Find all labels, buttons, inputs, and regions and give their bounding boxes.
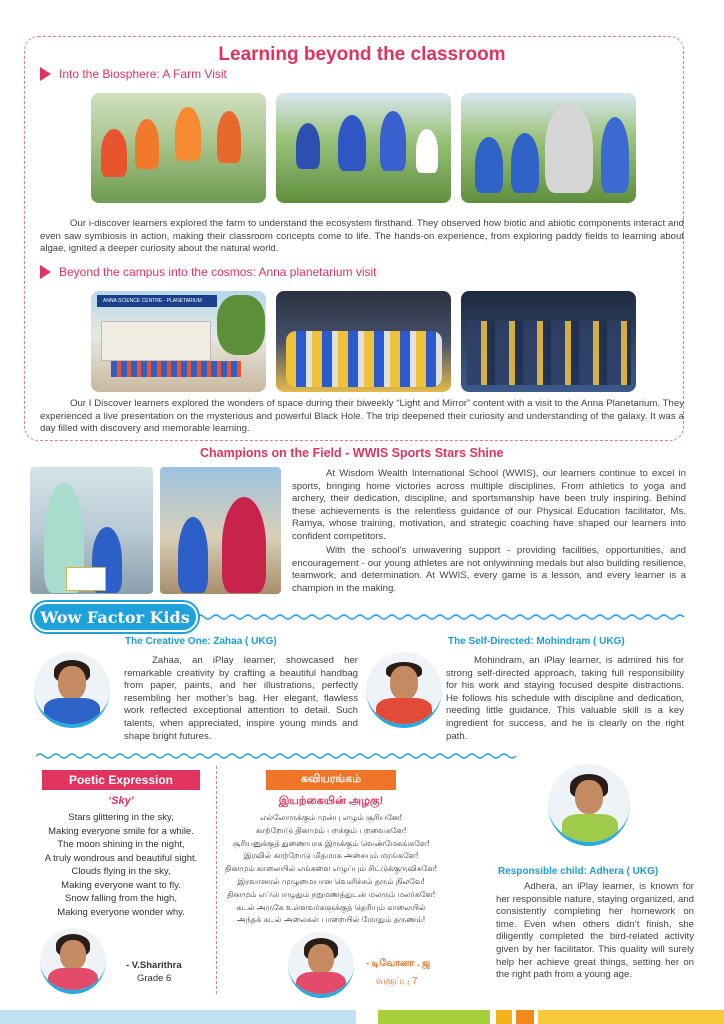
champions-para-2: With the school’s unwavering support - providing facilities, opportunities, and encouragement - our young athletes are not onlywinning medals but also building resilience, teamwork, and determination. At WWIS, every game is a lesson, and every learner is a champion in the making. bbox=[292, 545, 686, 594]
wavy-divider bbox=[196, 613, 690, 621]
tamil-poem-grade: வகுப்பு 7 bbox=[376, 976, 418, 987]
poem-line: Stars glittering in the sky, bbox=[68, 812, 174, 823]
learning-title: Learning beyond the classroom bbox=[218, 44, 506, 65]
farm-heading bbox=[40, 67, 227, 81]
poem-line: Making everyone want to fly. bbox=[61, 879, 181, 891]
poem-line: Making everyone smile for a while. bbox=[48, 825, 194, 837]
tamil-poem-line: இரவானால் முழுமையான வெளிச்சம் தரும் நிலவே! bbox=[237, 876, 425, 886]
sports-photo-2 bbox=[160, 467, 281, 594]
poem-author: - V.Sharithra bbox=[126, 960, 182, 971]
planetarium-photo-2 bbox=[276, 291, 451, 392]
farm-photo-1 bbox=[91, 93, 266, 203]
responsible-kid-text: Adhera, an iPlay learner, is known for her responsible nature, staying organized, and consistently completing her homework on time. Even when others didn’t finish, she diligently completed the bird-related activity given by her facilitator. This quality will surely help her achieve great things, setting her on the right path from a young age. bbox=[496, 881, 694, 981]
adhera-avatar bbox=[548, 764, 630, 846]
farm-photo-2 bbox=[276, 93, 451, 203]
tamil-poem-badge: கவியரங்கம் bbox=[266, 770, 396, 790]
footer-bar-yellow-2 bbox=[538, 1010, 724, 1024]
tamil-poem-line: இரவில் காற்றோடு மிதமாக அசையும் மரங்களே! bbox=[243, 851, 419, 861]
self-directed-kid-text: Mohindram, an iPlay learner, is admired his for strong self-directed approach, taking full responsibility for his work and staying focused despite distractions. He follows his schedule with discipline and dedication, needing little guidance. This valuable skill is a key ingredient for success, and he is clearly on the right path. bbox=[446, 655, 684, 742]
poem-line: Snow falling from the high, bbox=[65, 893, 177, 904]
footer-bar-green bbox=[378, 1010, 490, 1024]
tamil-poem-line: அந்தக் கடல் அலைகள் பாறையில் மோதும் தருணம்! bbox=[236, 915, 426, 925]
poem-line: Clouds flying in the sky, bbox=[71, 866, 171, 877]
tamil-poem-line: தினமும் எப்பொழுதும் நறுமணத்துடன் மலரும் மலர்களே! bbox=[226, 889, 436, 899]
tamil-poem-line: கடல் அருகே உள்ளவர்களுக்குத் தெரியும் காலையில் bbox=[236, 902, 426, 912]
creative-kid-name: The Creative One: Zahaa ( UKG) bbox=[125, 636, 277, 647]
farm-text: Our i-discover learners explored the farm to understand the ecosystem firsthand. They observed how biotic and abiotic components interact and even saw symbiosis in action, making their classroom concepts come to life. The hands-on experience, from exploring paddy fields to learning about algae, ignited a deeper curiosity about the natural world. bbox=[40, 218, 684, 255]
tamil-poem-lines bbox=[222, 812, 440, 927]
self-directed-kid-name: The Self-Directed: Mohindram ( UKG) bbox=[448, 636, 625, 647]
planetarium-photo-3 bbox=[461, 291, 636, 392]
wavy-divider-2 bbox=[36, 752, 524, 760]
vertical-divider bbox=[216, 766, 217, 994]
footer-bar-blue bbox=[0, 1010, 356, 1024]
responsible-kid-name: Responsible child: Adhera ( UKG) bbox=[498, 866, 659, 877]
champions-para-1: At Wisdom Wealth International School (WWIS), our learners continue to excel in sports, bringing home victories across multiple disciplines. From athletics to yoga and archery, their dedication, discipline, and sportsmanship have been truly inspiring. Behind these achievements is the relentless guidance of our Physical Education facilitator, Ms. Ramya, whose training, motivation, and strategic coaching have shaped our learners into confident competitors. bbox=[292, 468, 686, 542]
farm-photo-3 bbox=[461, 93, 636, 203]
tamil-poem-line: சூரியனுக்குத் துணையாக இருக்கும் வெண்மேகங்களே! bbox=[232, 838, 430, 848]
planet-text: Our I Discover learners explored the wonders of space during their biweekly “Light and Mirror” content with a visit to the Anna Planetarium. They experienced a live presentation on the mysterious and powerful Black Hole. The trip deepened their curiosity and understanding of the galaxy. It was a day filled with discovery and memorable learning. bbox=[40, 398, 684, 435]
tamil-poem-line: காற்றோடு தினமும் பறக்கும் பறவைகளே! bbox=[255, 825, 407, 835]
tamil-poem-line: எல்லோருக்கும் முன்பு எழும் சூரியனே! bbox=[260, 813, 402, 822]
planetarium-photo-1 bbox=[91, 291, 266, 392]
footer-bar-orange bbox=[516, 1010, 534, 1024]
footer-bar-yellow-1 bbox=[496, 1010, 512, 1024]
poem-grade: Grade 6 bbox=[137, 973, 172, 984]
planet-heading bbox=[40, 265, 377, 279]
mohindram-avatar bbox=[366, 652, 442, 728]
wow-factor-badge: Wow Factor Kids bbox=[32, 602, 198, 632]
planetarium-sign: ANNA SCIENCE CENTRE - PLANETARIUM bbox=[97, 295, 217, 307]
planet-heading-text: Beyond the campus into the cosmos: Anna planetarium visit bbox=[59, 265, 377, 279]
sports-photo-1 bbox=[30, 467, 153, 594]
poetic-expression-badge: Poetic Expression bbox=[42, 770, 200, 790]
triangle-bullet-icon bbox=[40, 67, 51, 81]
champions-title: Champions on the Field - WWIS Sports Stars Shine bbox=[200, 446, 504, 460]
poem-line: Making everyone wonder why. bbox=[57, 906, 185, 918]
creative-kid-text: Zahaa, an iPlay learner, showcased her remarkable creativity by crafting a beautiful handbag from paper, paints, and her illustrations, perfectly resembling her mother’s bag. Her elegant, flawless work reflected exceptional attention to detail. Such talents, when appreciated, inspire young minds and shape bright futures. bbox=[124, 655, 358, 742]
divona-avatar bbox=[288, 932, 354, 998]
poem-lines bbox=[30, 811, 212, 919]
triangle-bullet-icon bbox=[40, 265, 51, 279]
poem-title: ‘Sky’ bbox=[108, 795, 134, 807]
poem-line: A truly wondrous and beautiful sight. bbox=[44, 852, 198, 864]
zahaa-avatar bbox=[34, 652, 110, 728]
tamil-poem-title: இயற்கையின் அழகு! bbox=[278, 795, 384, 807]
tamil-poem-author: - டிவோனா . ஜ bbox=[366, 958, 431, 969]
farm-heading-text: Into the Biosphere: A Farm Visit bbox=[59, 67, 227, 81]
poem-line: The moon shining in the night, bbox=[57, 839, 185, 850]
tamil-poem-line: தினமும் காலையில் எங்களை எழுப்பும் சிட்டுக்குருவிகளே! bbox=[225, 864, 437, 874]
sharithra-avatar bbox=[40, 928, 106, 994]
